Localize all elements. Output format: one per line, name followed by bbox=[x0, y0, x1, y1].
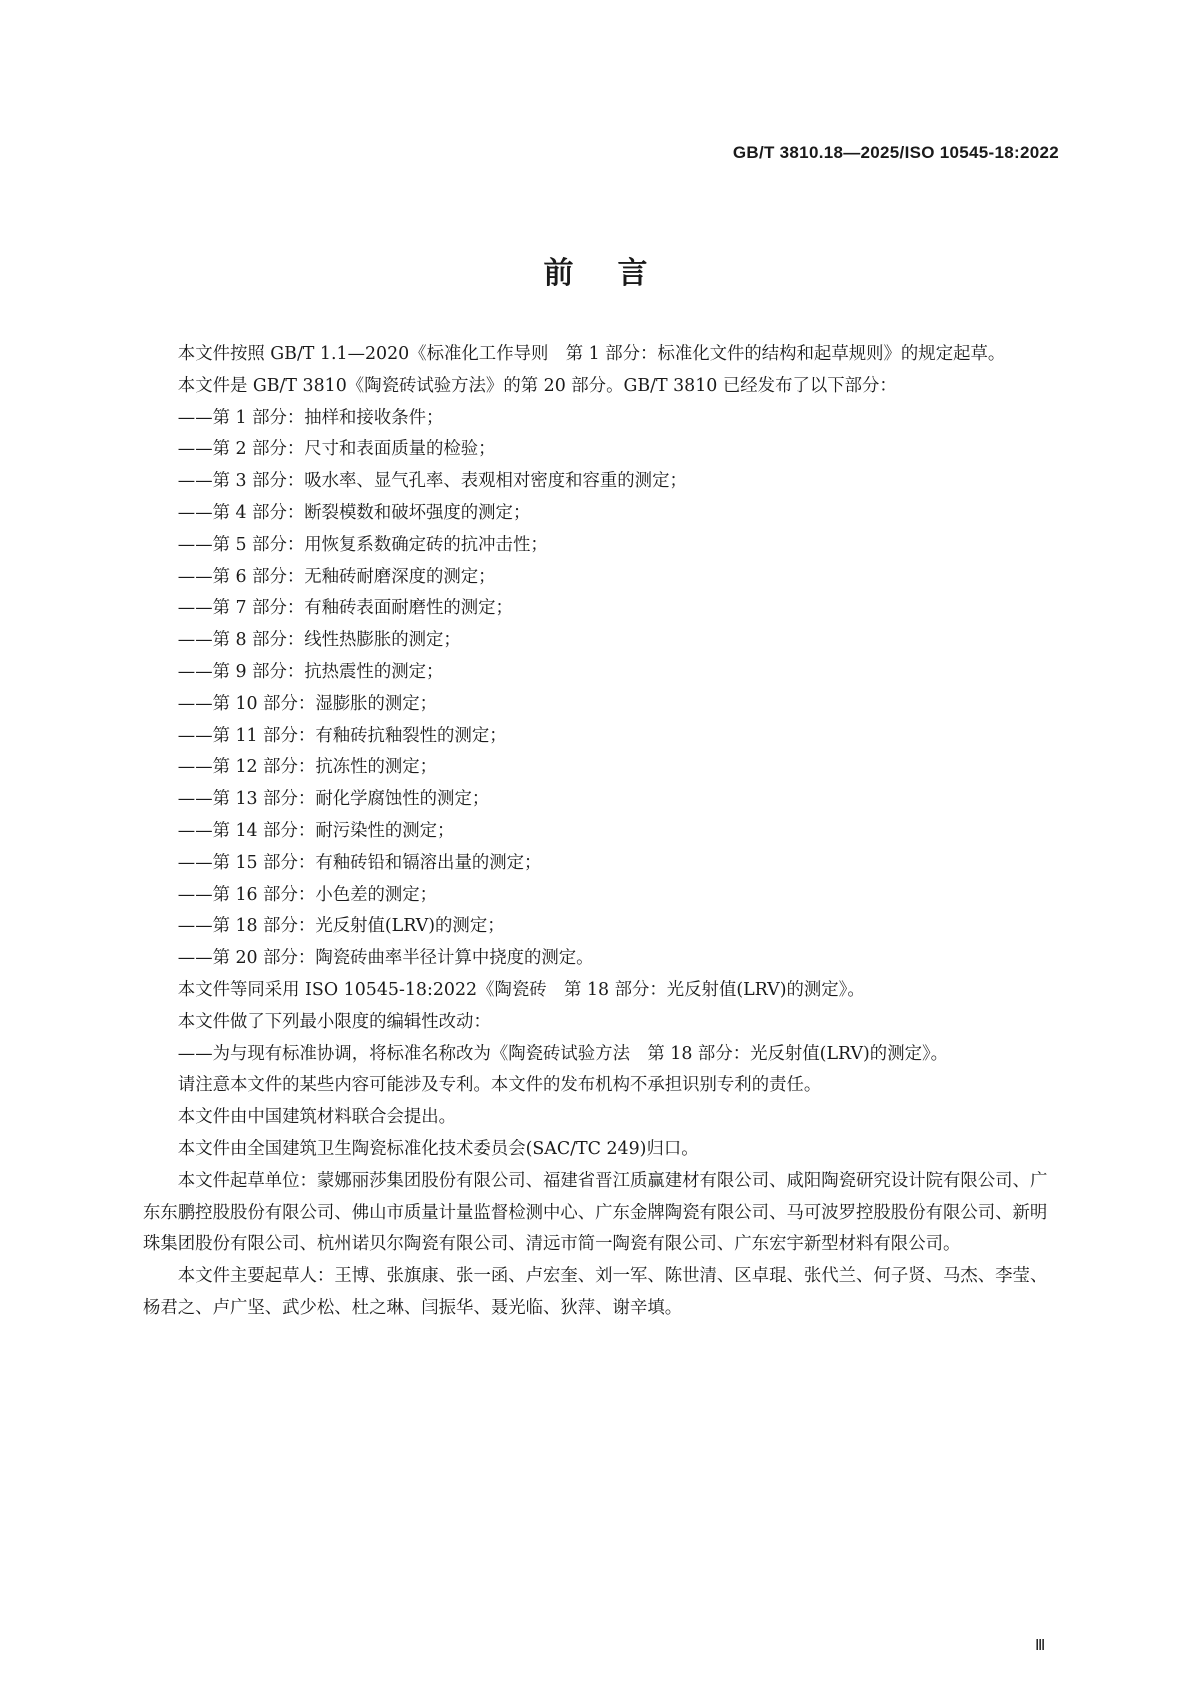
foreword-body bbox=[143, 339, 1061, 1325]
paragraph-editorial-changes: 本文件做了下列最小限度的编辑性改动： bbox=[177, 1011, 491, 1032]
page-title: 前言 bbox=[543, 256, 692, 291]
list-item: ——第 9 部分：抗热震性的测定； bbox=[177, 661, 444, 682]
list-item: ——第 2 部分：尺寸和表面质量的检验； bbox=[177, 439, 496, 460]
list-item: ——第 6 部分：无釉砖耐磨深度的测定； bbox=[177, 566, 496, 587]
list-item: ——第 12 部分：抗冻性的测定； bbox=[177, 757, 438, 778]
standard-code-header: GB/T 3810.18—2025/ISO 10545-18:2022 bbox=[732, 143, 1059, 162]
list-item: ——第 5 部分：用恢复系数确定砖的抗冲击性； bbox=[177, 534, 548, 555]
paragraph-drafting-organizations: 本文件起草单位：蒙娜丽莎集团股份有限公司、福建省晋江质赢建材有限公司、咸阳陶瓷研究设计院有限公司、广东东鹏控股股份有限公司、佛山市质量计量监督检测中心、广东金牌陶瓷有限公司、马可波罗控股股份有限公司、新明珠集团股份有限公司、杭州诺贝尔陶瓷有限公司、清远市简一陶瓷有限公司、广东宏宇新型材料有限公司。 bbox=[143, 1170, 1048, 1255]
list-item: ——第 7 部分：有釉砖表面耐磨性的测定； bbox=[177, 598, 513, 619]
paragraph-main-drafters: 本文件主要起草人：王博、张旗康、张一函、卢宏奎、刘一军、陈世清、区卓琨、张代兰、何子贤、马杰、李莹、杨君之、卢广坚、武少松、杜之琳、闫振华、聂光临、狄萍、谢辛填。 bbox=[143, 1266, 1048, 1318]
list-item: ——第 11 部分：有釉砖抗釉裂性的测定； bbox=[177, 725, 507, 746]
list-item: ——第 10 部分：湿膨胀的测定； bbox=[177, 693, 438, 714]
list-item: ——第 1 部分：抽样和接收条件； bbox=[177, 407, 444, 428]
list-item: ——第 3 部分：吸水率、显气孔率、表观相对密度和容重的测定； bbox=[177, 471, 687, 492]
list-item: ——第 18 部分：光反射值(LRV)的测定； bbox=[177, 916, 505, 937]
list-item: ——第 14 部分：耐污染性的测定； bbox=[177, 820, 455, 841]
list-item: ——第 16 部分：小色差的测定； bbox=[177, 884, 438, 905]
list-item: ——第 20 部分：陶瓷砖曲率半径计算中挠度的测定。 bbox=[177, 948, 594, 969]
list-item-editorial-change: ——为与现有标准协调，将标准名称改为《陶瓷砖试验方法 第 18 部分：光反射值(LRV)的测定》。 bbox=[177, 1043, 949, 1064]
list-item: ——第 8 部分：线性热膨胀的测定； bbox=[177, 630, 461, 651]
paragraph-under-jurisdiction: 本文件由全国建筑卫生陶瓷标准化技术委员会(SAC/TC 249)归口。 bbox=[177, 1138, 699, 1159]
page-number: Ⅲ bbox=[1035, 1638, 1046, 1654]
paragraph-series-intro: 本文件是 GB/T 3810《陶瓷砖试验方法》的第 20 部分。GB/T 3810 已经发布了以下部分： bbox=[177, 375, 897, 396]
paragraph-drafting-rules: 本文件按照 GB/T 1.1—2020《标准化工作导则 第 1 部分：标准化文件的结构和起草规则》的规定起草。 bbox=[177, 344, 1006, 364]
paragraph-proposed-by: 本文件由中国建筑材料联合会提出。 bbox=[177, 1107, 457, 1128]
parts-list bbox=[143, 403, 1061, 975]
paragraph-patent-notice: 请注意本文件的某些内容可能涉及专利。本文件的发布机构不承担识别专利的责任。 bbox=[177, 1075, 822, 1096]
list-item: ——第 4 部分：断裂模数和破坏强度的测定； bbox=[177, 502, 531, 523]
list-item: ——第 13 部分：耐化学腐蚀性的测定； bbox=[177, 789, 490, 810]
list-item: ——第 15 部分：有釉砖铅和镉溶出量的测定； bbox=[177, 852, 542, 873]
paragraph-iso-adoption: 本文件等同采用 ISO 10545-18:2022《陶瓷砖 第 18 部分：光反射值(LRV)的测定》。 bbox=[177, 979, 865, 1000]
